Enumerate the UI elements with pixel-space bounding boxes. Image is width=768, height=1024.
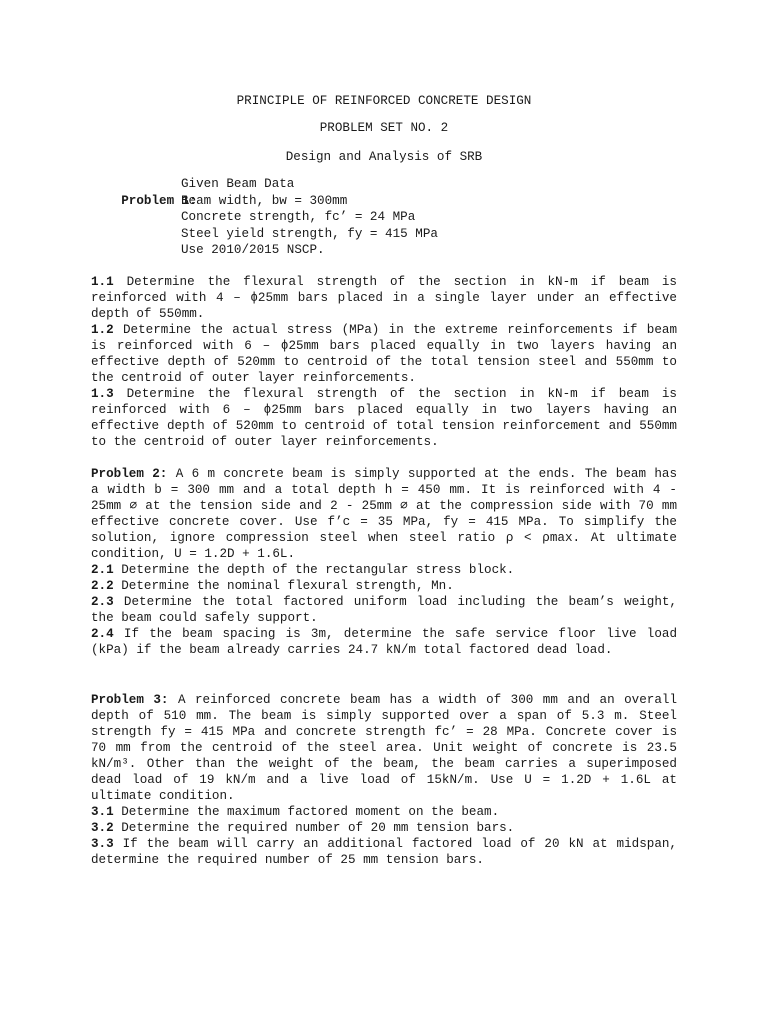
question-text: Determine the depth of the rectangular stress block.	[121, 563, 515, 577]
question-number: 1.2	[91, 323, 114, 337]
question-text: Determine the flexural strength of the section in kN-m if beam is reinforced with 4 – ϕ25mm bars placed in a single layer under an effective depth of 550mm.	[91, 275, 677, 321]
problem-2-intro	[91, 466, 677, 562]
problem-3	[91, 692, 677, 868]
question-item	[91, 578, 677, 594]
question-text: Determine the maximum factored moment on the beam.	[121, 805, 500, 819]
question-number: 2.2	[91, 579, 114, 593]
document-subtitle: Design and Analysis of SRB	[285, 150, 483, 164]
problem-1-label: Problem 1:	[121, 193, 197, 208]
problem-set-number: PROBLEM SET NO. 2	[319, 121, 449, 135]
given-line: Beam width, bw = 300mm	[181, 193, 348, 208]
question-text: Determine the nominal flexural strength, Mn.	[121, 579, 454, 593]
question-number: 2.1	[91, 563, 114, 577]
given-line: Concrete strength, fc’ = 24 MPa	[181, 210, 416, 224]
question-number: 1.1	[91, 275, 114, 289]
question-item	[91, 322, 677, 386]
question-item	[91, 562, 677, 578]
question-text: Determine the flexural strength of the section in kN-m if beam is reinforced with 6 – ϕ25mm bars placed equally in two layers having an effective depth of 520mm to centroid of total tension reinforcement and 550mm to the centroid of outer layer reinforcements.	[91, 387, 677, 449]
problem-2-intro-text: A 6 m concrete beam is simply supported at the ends. The beam has a width b = 300 mm and a total depth h = 450 mm. It is reinforced with 4 - 25mm ⌀ at the tension side and 2 - 25mm ⌀ at the compression side with 70 mm effective concrete cover. Use f’c = 35 MPa, fy = 415 MPa. To simplify the solution, ignore compression steel when steel ratio ρ < ρmax. At ultimate condition, U = 1.2D + 1.6L.	[91, 467, 678, 561]
question-number: 2.3	[91, 595, 114, 609]
given-line: Given Beam Data	[181, 177, 295, 191]
problem-1-items	[91, 274, 677, 450]
given-line: Steel yield strength, fy = 415 MPa	[181, 226, 438, 241]
given-line: Use 2010/2015 NSCP.	[181, 243, 325, 257]
problem-3-intro-text: A reinforced concrete beam has a width of 300 mm and an overall depth of 510 mm. The beam is simply supported over a span of 5.3 m. Steel strength fy = 415 MPa and concrete strength fc’ = 28 MPa. Concrete cover is 70 mm from the centroid of the steel area. Unit weight of concrete is 23.5 kN/m³. Other than the weight of the beam, the beam carries a superimposed dead load of 19 kN/m and a live load of 15kN/m. Use U = 1.2D + 1.6L at ultimate condition.	[91, 693, 678, 803]
problem-2	[91, 466, 677, 658]
question-item	[91, 594, 677, 626]
document-title: PRINCIPLE OF REINFORCED CONCRETE DESIGN	[236, 94, 532, 108]
question-text: Determine the total factored uniform load including the beam’s weight, the beam could safely support.	[91, 595, 677, 625]
question-number: 3.1	[91, 805, 114, 819]
question-item	[91, 626, 677, 658]
question-text: Determine the actual stress (MPa) in the extreme reinforcements if beam is reinforced with 6 – ϕ25mm bars placed equally in two layers having an effective depth of 520mm to centroid of the total tension steel and 550mm to the centroid of outer layer reinforcements.	[91, 323, 677, 385]
question-text: If the beam will carry an additional factored load of 20 kN at midspan, determine the required number of 25 mm tension bars.	[91, 837, 677, 867]
question-item	[91, 274, 677, 322]
problem-3-label: Problem 3:	[91, 693, 169, 707]
question-text: If the beam spacing is 3m, determine the safe service floor live load (kPa) if the beam already carries 24.7 kN/m total factored dead load.	[91, 627, 678, 657]
question-number: 1.3	[91, 387, 114, 401]
question-item	[91, 820, 677, 836]
question-number: 2.4	[91, 627, 114, 641]
question-item	[91, 804, 677, 820]
question-item	[91, 386, 677, 450]
question-number: 3.3	[91, 837, 114, 851]
question-text: Determine the required number of 20 mm tension bars.	[121, 821, 515, 835]
question-number: 3.2	[91, 821, 114, 835]
problem-2-label: Problem 2:	[91, 467, 168, 481]
question-item	[91, 836, 677, 868]
problem-3-intro	[91, 692, 677, 804]
